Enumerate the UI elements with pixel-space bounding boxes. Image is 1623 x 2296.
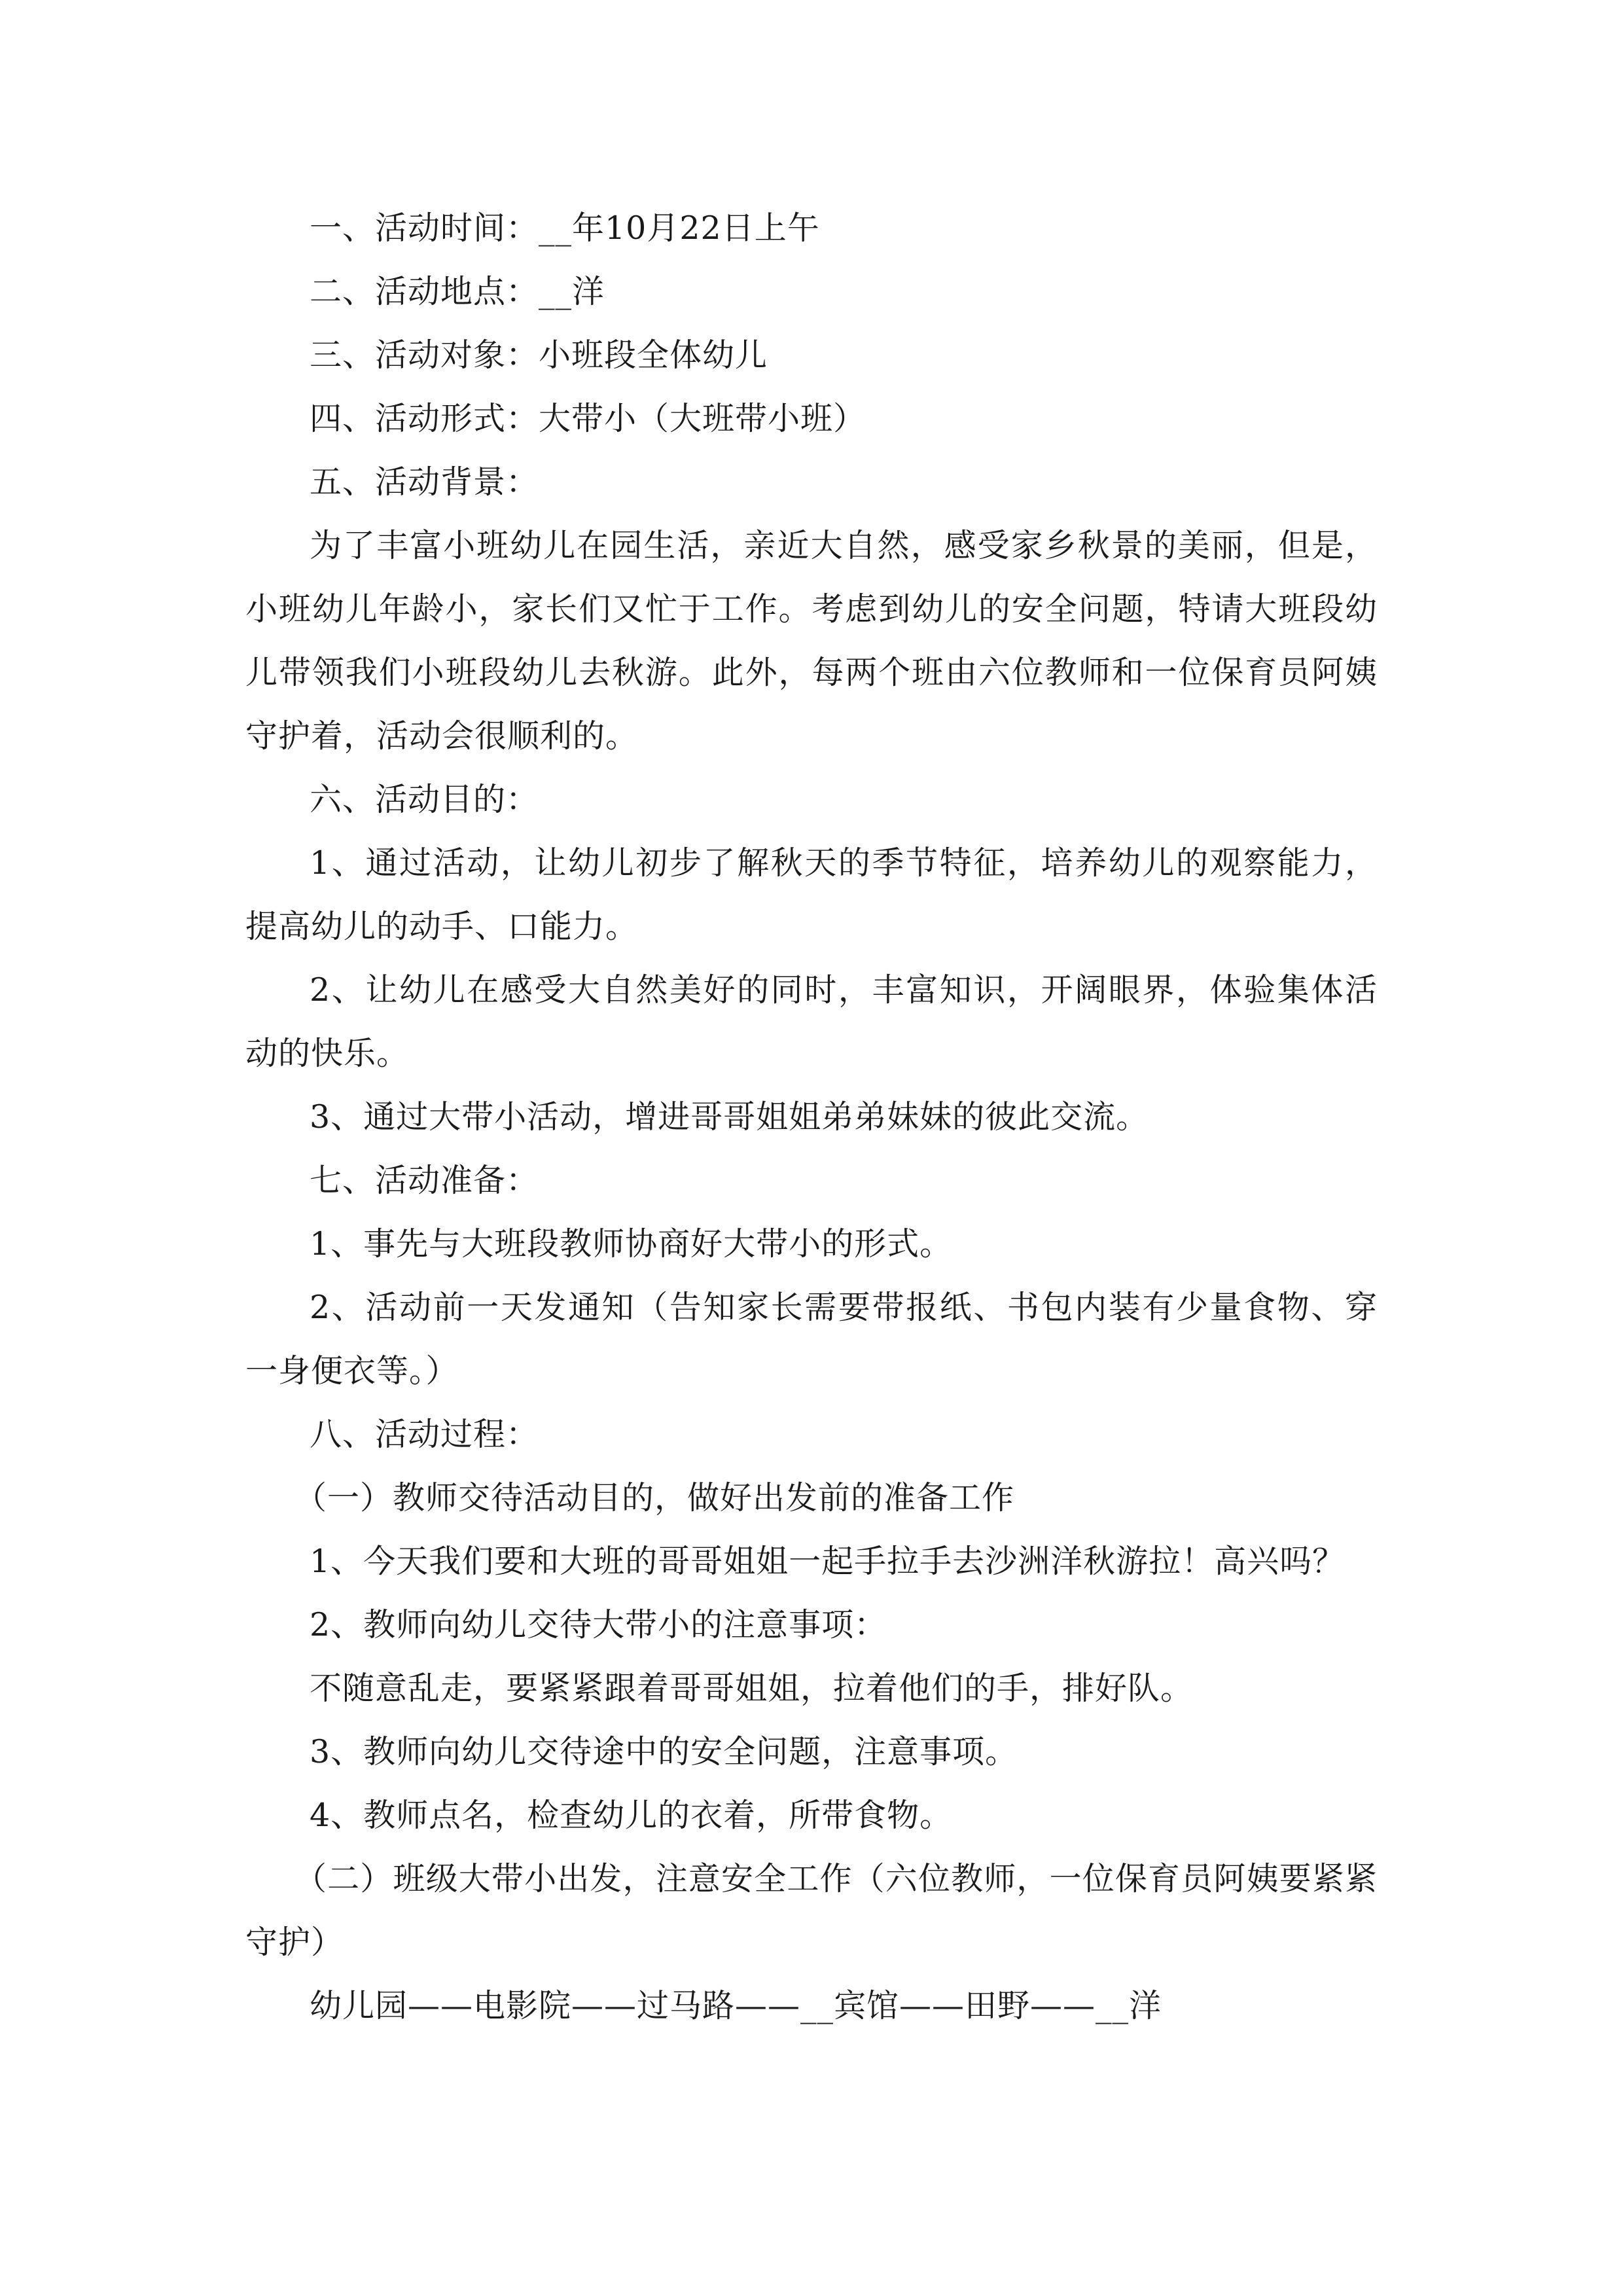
goal-item-2: 2、让幼儿在感受大自然美好的同时，丰富知识，开阔眼界，体验集体活动的快乐。 — [245, 971, 1378, 1072]
paragraph-background: 为了丰富小班幼儿在园生活，亲近大自然，感受家乡秋景的美丽，但是，小班幼儿年龄小，家长们又忙于工作。考虑到幼儿的安全问题，特请大班段幼儿带领我们小班段幼儿去秋游。此外，每两个班由六位教师和一位保育员阿姨守护着，活动会很顺利的。 — [245, 527, 1378, 755]
heading-activity-preparation: 七、活动准备： — [310, 1162, 539, 1199]
preparation-item-1: 1、事先与大班段教师协商好大带小的形式。 — [310, 1225, 953, 1263]
heading-activity-goals: 六、活动目的： — [310, 781, 539, 818]
heading-activity-process: 八、活动过程： — [310, 1416, 539, 1453]
process-section-1: （一）教师交待活动目的，做好出发前的准备工作 — [294, 1479, 1015, 1516]
item-activity-location: 二、活动地点：__洋 — [310, 273, 605, 310]
preparation-item-2: 2、活动前一天发通知（告知家长需要带报纸、书包内装有少量食物、穿一身便衣等。） — [245, 1289, 1378, 1390]
item-activity-target: 三、活动对象：小班段全体幼儿 — [310, 336, 768, 374]
item-activity-form: 四、活动形式：大带小（大班带小班） — [310, 400, 866, 437]
process-step-4: 4、教师点名，检查幼儿的衣着，所带食物。 — [310, 1797, 953, 1834]
process-step-1: 1、今天我们要和大班的哥哥姐姐一起手拉手去沙洲洋秋游拉！高兴吗？ — [310, 1543, 1346, 1580]
process-step-3: 3、教师向幼儿交待途中的安全问题，注意事项。 — [310, 1733, 1018, 1770]
document-body — [245, 196, 1378, 2037]
route-line: 幼儿园——电影院——过马路——__宾馆——田野——__洋 — [310, 1987, 1162, 2024]
goal-item-1: 1、通过活动，让幼儿初步了解秋天的季节特征，培养幼儿的观察能力，提高幼儿的动手、口能力。 — [245, 844, 1378, 945]
heading-activity-background: 五、活动背景： — [310, 463, 539, 501]
process-section-2: （二）班级大带小出发，注意安全工作（六位教师，一位保育员阿姨要紧紧守护） — [245, 1860, 1378, 1961]
process-step-2: 2、教师向幼儿交待大带小的注意事项： — [310, 1606, 887, 1643]
item-activity-time: 一、活动时间：__年10月22日上午 — [310, 209, 820, 247]
process-step-2-note: 不随意乱走，要紧紧跟着哥哥姐姐，拉着他们的手，排好队。 — [310, 1670, 1194, 1707]
goal-item-3: 3、通过大带小活动，增进哥哥姐姐弟弟妹妹的彼此交流。 — [310, 1098, 1149, 1136]
